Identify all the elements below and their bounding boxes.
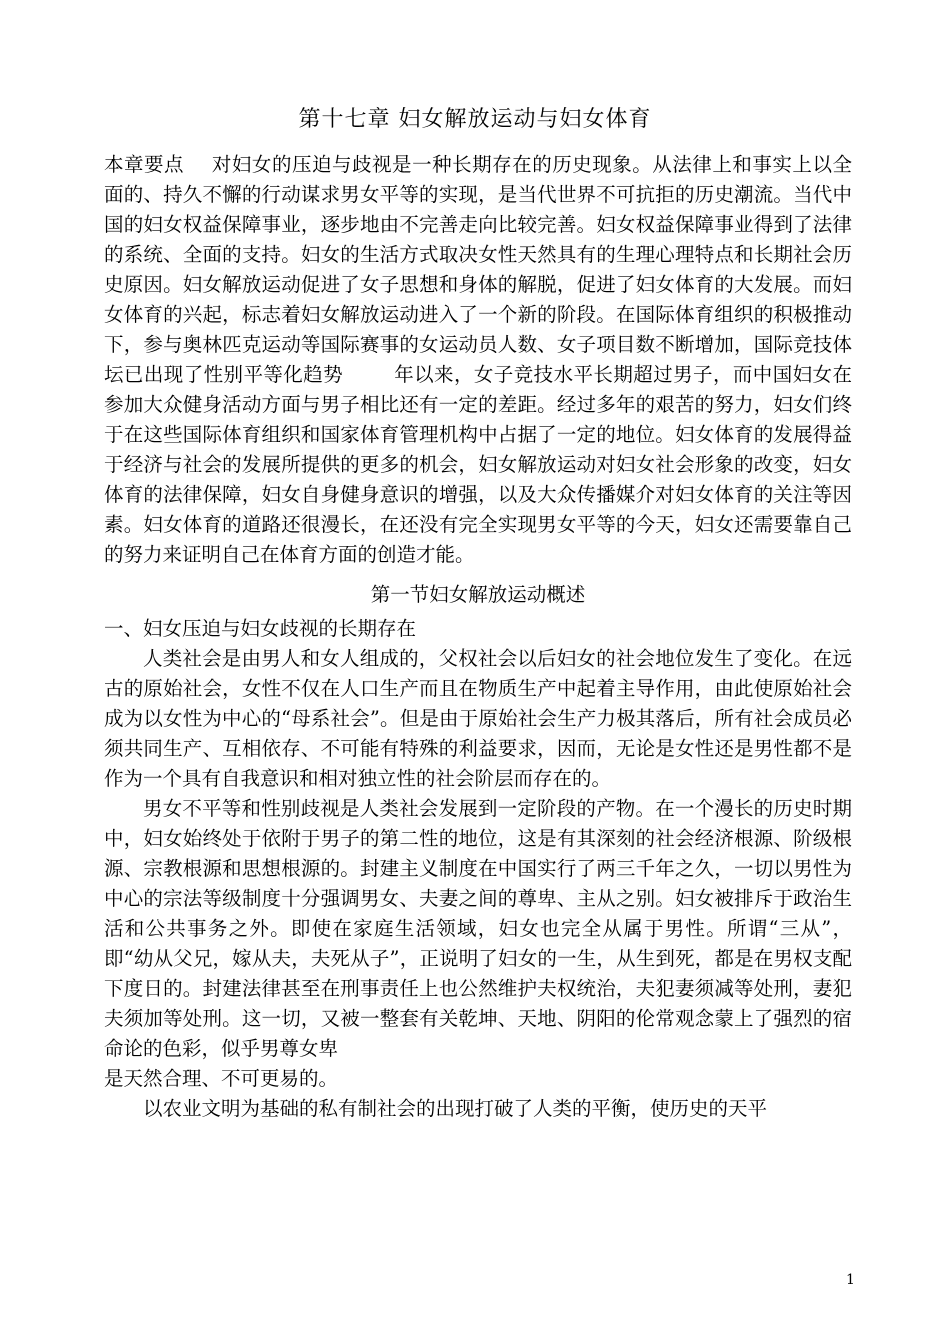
chapter-summary: [104, 150, 852, 570]
document-body: [104, 150, 852, 1124]
chapter-title: 第十七章 妇女解放运动与妇女体育: [298, 107, 652, 132]
paragraph: 以农业文明为基础的私有制社会的出现打破了人类的平衡，使历史的天平: [143, 1097, 768, 1120]
page-number: 1: [846, 1272, 855, 1288]
paragraph-continuation: 是天然合理、不可更易的。: [104, 1067, 339, 1090]
paragraph: 人类社会是由男人和女人组成的，父权社会以后妇女的社会地位发生了变化。在远古的原始社会，女性不仅在人口生产而且在物质生产中起着主导作用，由此使原始社会成为以女性为中心的“母系社会”。但是由于原始社会生产力极其落后，所有社会成员必须共同生产、互相依存、不可能有特殊的利益要求，因而，无论是女性还是男性都不是作为一个具有自我意识和相对独立性的社会阶层而存在的。: [104, 647, 852, 790]
paragraph: 男女不平等和性别歧视是人类社会发展到一定阶段的产物。在一个漫长的历史时期中，妇女始终处于依附于男子的第二性的地位，这是有其深刻的社会经济根源、阶级根源、宗教根源和思想根源的。封建主义制度在中国实行了两三千年之久，一切以男性为中心的宗法等级制度十分强调男女、夫妻之间的尊卑、主从之别。妇女被排斥于政治生活和公共事务之外。即使在家庭生活领域，妇女也完全从属于男性。所谓“三从”，即“幼从父兄，嫁从夫，夫死从子”，正说明了妇女的一生，从生到死，都是在男权支配下度日的。封建法律甚至在刑事责任上也公然维护夫权统治，夫犯妻须减等处刑，妻犯夫须加等处刑。这一切，又被一整套有关乾坤、天地、阴阳的伦常观念蒙上了强烈的宿命论的色彩，似乎男尊女卑: [104, 797, 852, 1060]
summary-text-part-1: 对妇女的压迫与歧视是一种长期存在的历史现象。从法律上和事实上以全面的、持久不懈的行动谋求男女平等的实现，是当代世界不可抗拒的历史潮流。当代中国的妇女权益保障事业，逐步地由不完善走向比较完善。妇女权益保障事业得到了法律的系统、全面的支持。妇女的生活方式取决女性天然具有的生理心理特点和长期社会历史原因。妇女解放运动促进了女子思想和身体的解脱，促进了妇女体育的大发展。而妇女体育的兴起，标志着妇女解放运动进入了一个新的阶段。在国际体育组织的积极推动下，参与奥林匹克运动等国际赛事的女运动员人数、女子项目数不断增加，国际竞技体坛已出现了性别平等化趋势: [104, 153, 852, 386]
summary-text-part-2: 年以来，女子竞技水平长期超过男子，而中国妇女在参加大众健身活动方面与男子相比还有一定的差距。经过多年的艰苦的努力，妇女们终于在这些国际体育组织和国家体育管理机构中占据了一定的地位。妇女体育的发展得益于经济与社会的发展所提供的更多的机会，妇女解放运动对妇女社会形象的改变，妇女体育的法律保障，妇女自身健身意识的增强，以及大众传播媒介对妇女体育的关注等因素。妇女体育的道路还很漫长，在还没有完全实现男女平等的今天，妇女还需要靠自己的努力来证明自己在体育方面的创造才能。: [104, 363, 852, 566]
subsection-title: 一、妇女压迫与妇女歧视的长期存在: [104, 617, 417, 640]
summary-label: 本章要点: [104, 153, 185, 176]
section-title: 第一节妇女解放运动概述: [370, 583, 586, 606]
